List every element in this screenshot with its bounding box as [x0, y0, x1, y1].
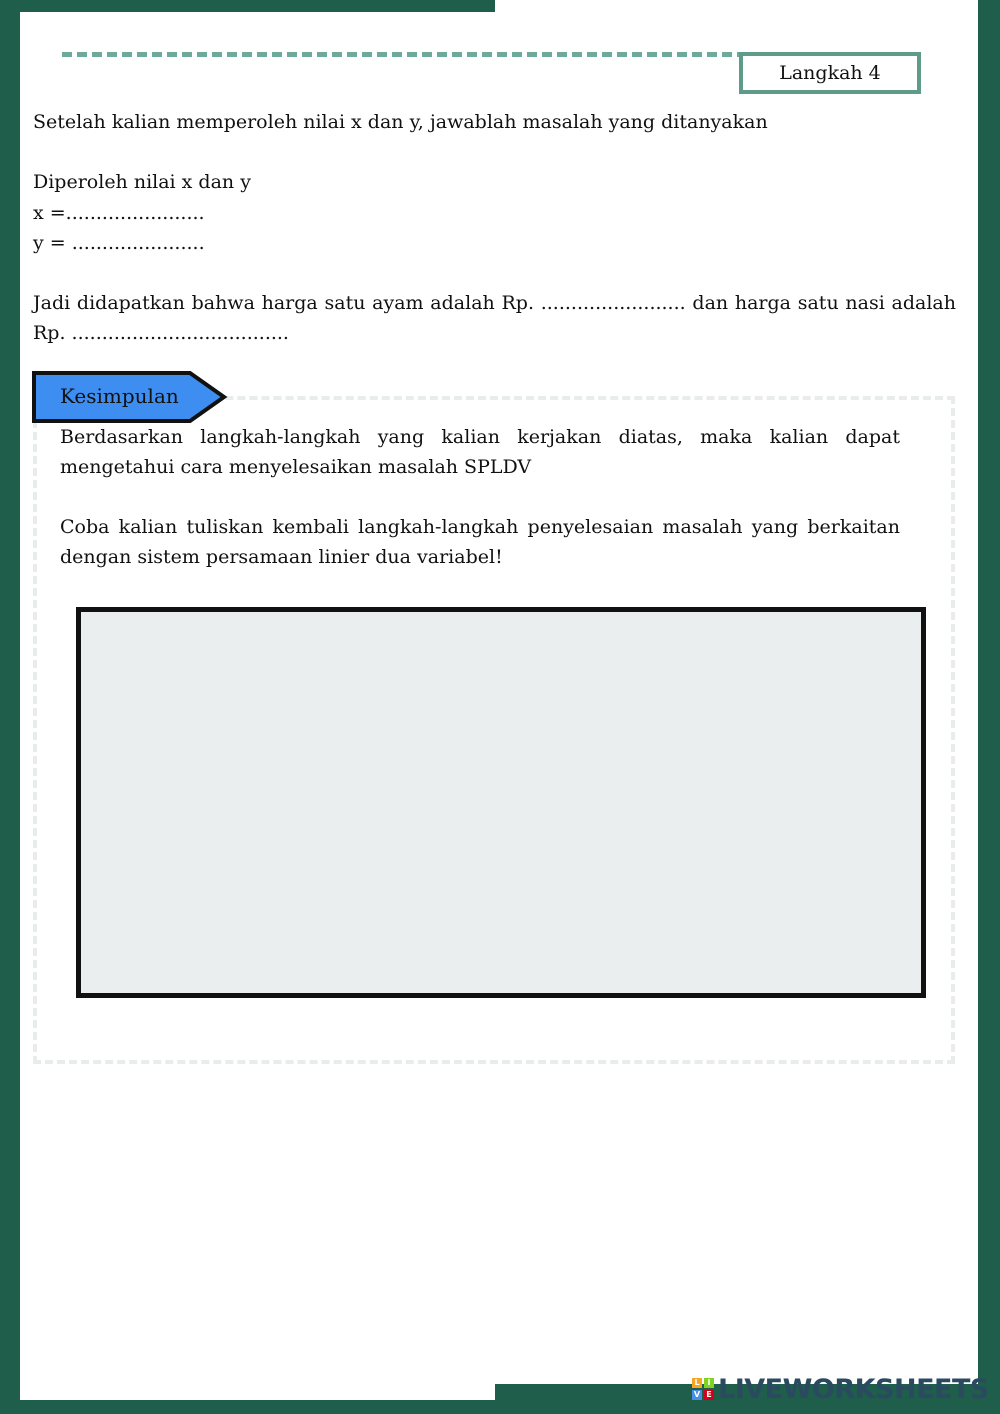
logo-mark-letter: L — [692, 1378, 702, 1388]
conclusion-sentence: Jadi didapatkan bahwa harga satu ayam adalah Rp. ........................ dan harga satu nasi adalah Rp. .................................... — [33, 292, 956, 344]
frame-top-border — [0, 0, 495, 12]
conclusion-paragraph-1: Berdasarkan langkah-langkah yang kalian kerjakan diatas, maka kalian dapat mengetahui cara menyelesaikan masalah SPLDV — [60, 426, 900, 478]
frame-right-border — [978, 0, 1000, 1414]
obtained-heading: Diperoleh nilai x dan y — [33, 171, 251, 193]
header-dashed-line — [62, 52, 762, 57]
logo-mark-icon — [692, 1378, 714, 1400]
y-answer-line[interactable]: y = ...................... — [33, 232, 205, 254]
conclusion-paragraph-2: Coba kalian tuliskan kembali langkah-langkah penyelesaian masalah yang berkaitan dengan sistem persamaan linier dua variabel! — [60, 516, 900, 568]
logo-mark-letter: I — [704, 1378, 714, 1388]
step-label-box — [739, 52, 921, 94]
step-label: Langkah 4 — [779, 62, 881, 84]
logo-mark-letter: V — [693, 1390, 701, 1399]
frame-bottom-left-border — [0, 1398, 495, 1414]
frame-divider — [20, 1398, 495, 1400]
logo-mark-letter: E — [704, 1390, 714, 1400]
answer-text-box[interactable] — [76, 607, 926, 998]
frame-left-border — [0, 0, 20, 1414]
logo-text: LIVEWORKSHEETS — [718, 1373, 989, 1405]
intro-text: Setelah kalian memperoleh nilai x dan y, jawablah masalah yang ditanyakan — [33, 111, 768, 133]
x-answer-line[interactable]: x =....................... — [33, 202, 205, 224]
liveworksheets-logo — [692, 1372, 989, 1406]
conclusion-tag-label: Kesimpulan — [60, 384, 179, 408]
